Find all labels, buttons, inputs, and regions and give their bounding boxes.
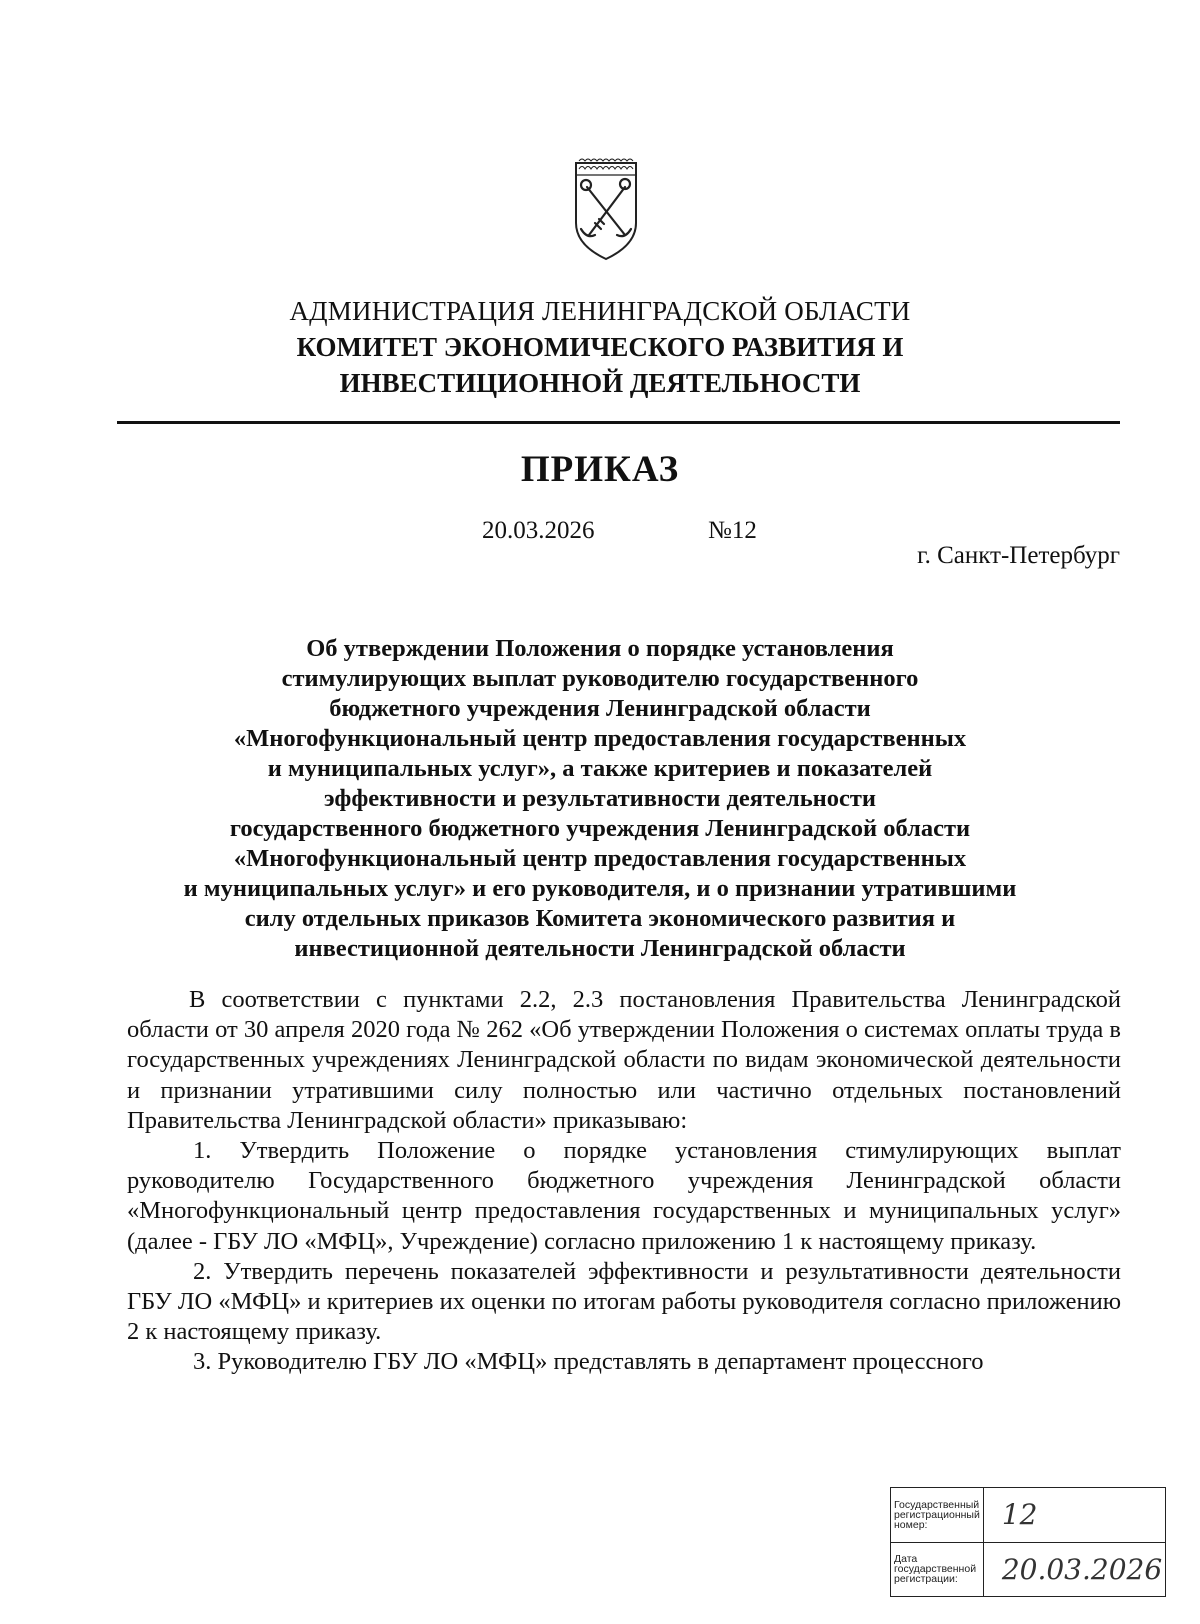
subject-line: и муниципальных услуг», а также критериев и показателей — [267, 755, 933, 782]
administration-name: АДМИНИСТРАЦИЯ ЛЕНИНГРАДСКОЙ ОБЛАСТИ — [289, 296, 911, 326]
document-subject — [100, 634, 1100, 964]
registration-stamp — [890, 1487, 1163, 1597]
clause-2: 2. Утвердить перечень показателей эффективности и результативности деятельности ГБУ ЛО «МФЦ» и критериев их оценки по итогам работы руководителя согласно приложению 2 к настоящему приказу. — [127, 1257, 1121, 1346]
subject-line: инвестиционной деятельности Ленинградской области — [294, 935, 906, 962]
header-divider — [117, 421, 1120, 424]
document-body — [127, 985, 1121, 1378]
subject-line: бюджетного учреждения Ленинградской области — [329, 695, 871, 722]
clause-1: 1. Утвердить Положение о порядке установления стимулирующих выплат руководителю Государственного бюджетного учреждения Ленинградской области «Многофункциональный центр предоставления государственных и муниципальных услуг» (далее - ГБУ ЛО «МФЦ», Учреждение) согласно приложению 1 к настоящему приказу. — [127, 1137, 1121, 1255]
subject-line: и муниципальных услуг» и его руководителя, и о признании утратившими — [183, 875, 1017, 902]
coat-of-arms-emblem — [573, 153, 639, 261]
reg-date-label: Дата государственной регистрации: — [891, 1542, 984, 1597]
subject-line: государственного бюджетного учреждения Ленинградской области — [229, 815, 971, 842]
subject-line: «Многофункциональный центр предоставления государственных — [233, 845, 967, 872]
clause-3: 3. Руководителю ГБУ ЛО «МФЦ» представлять в департамент процессного — [193, 1348, 984, 1376]
document-city: г. Санкт-Петербург — [917, 542, 1120, 569]
committee-name-line2: ИНВЕСТИЦИОННОЙ ДЕЯТЕЛЬНОСТИ — [339, 368, 861, 398]
preamble-paragraph: В соответствии с пунктами 2.2, 2.3 постановления Правительства Ленинградской области от 30 апреля 2020 года № 262 «Об утверждении Положения о системах оплаты труда в государственных учреждениях Ленинградской области по видам экономической деятельности и признании утратившими силу полностью или частично отдельных постановлений Правительства Ленинградской области» приказываю: — [127, 986, 1121, 1134]
subject-line: «Многофункциональный центр предоставления государственных — [233, 725, 967, 752]
reg-number-label: Государственный регистрационный номер: — [891, 1488, 984, 1543]
committee-name-line1: КОМИТЕТ ЭКОНОМИЧЕСКОГО РАЗВИТИЯ И — [296, 332, 904, 362]
document-date: 20.03.2026 — [482, 517, 595, 544]
reg-date-value: 20.03.2026 — [983, 1542, 1165, 1597]
subject-line: Об утверждении Положения о порядке установления — [306, 635, 894, 662]
subject-line: силу отдельных приказов Комитета экономического развития и — [244, 905, 956, 932]
subject-line: стимулирующих выплат руководителю государственного — [281, 665, 919, 692]
document-number: №12 — [708, 517, 757, 544]
subject-line: эффективности и результативности деятельности — [323, 785, 877, 812]
reg-number-value: 12 — [983, 1488, 1165, 1543]
document-type-title: ПРИКАЗ — [520, 449, 680, 490]
